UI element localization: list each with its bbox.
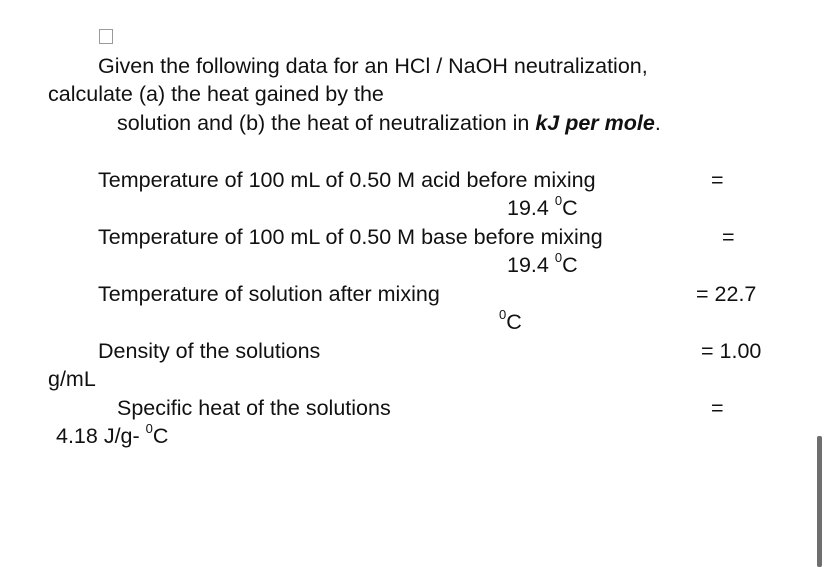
degree-superscript: 0	[554, 249, 563, 265]
base-temp-label: Temperature of 100 mL of 0.50 M base before mixing	[98, 225, 603, 249]
specific-heat-equals: =	[711, 396, 724, 420]
problem-line-3-text: solution and (b) the heat of neutralization in	[117, 111, 536, 135]
base-temp-unit: C	[562, 253, 578, 277]
final-temp-unit-c: C	[506, 310, 522, 334]
acid-temp-label: Temperature of 100 mL of 0.50 M acid before mixing	[98, 168, 596, 192]
density-unit: g/mL	[48, 367, 96, 391]
problem-line-1: Given the following data for an HCl / NaOH neutralization,	[98, 54, 648, 78]
checkbox[interactable]	[99, 29, 113, 44]
degree-superscript: 0	[499, 306, 507, 322]
acid-temp-number: 19.4	[507, 196, 555, 220]
final-temp-label: Temperature of solution after mixing	[98, 282, 440, 306]
density-value: = 1.00	[701, 339, 762, 363]
acid-temp-unit: C	[562, 196, 578, 220]
specific-heat-value	[56, 422, 168, 450]
final-temp-unit	[499, 308, 522, 336]
degree-superscript: 0	[145, 420, 153, 436]
degree-superscript: 0	[554, 192, 563, 208]
problem-line-2: calculate (a) the heat gained by the	[48, 82, 384, 106]
specific-heat-label: Specific heat of the solutions	[117, 396, 391, 420]
acid-temp-equals: =	[711, 168, 724, 192]
base-temp-equals: =	[722, 225, 735, 249]
base-temp-value	[507, 251, 578, 279]
emphasis-kj-per-mole: kJ per mole	[535, 111, 655, 135]
problem-line-3	[117, 109, 661, 137]
scrollbar-thumb[interactable]	[817, 436, 822, 567]
problem-line-3-period: .	[654, 111, 661, 135]
specific-heat-number: 4.18 J/g-	[56, 424, 146, 448]
acid-temp-value	[507, 194, 578, 222]
base-temp-number: 19.4	[507, 253, 555, 277]
specific-heat-unit: C	[152, 424, 169, 448]
final-temp-value: = 22.7	[696, 282, 757, 306]
density-label: Density of the solutions	[98, 339, 321, 363]
